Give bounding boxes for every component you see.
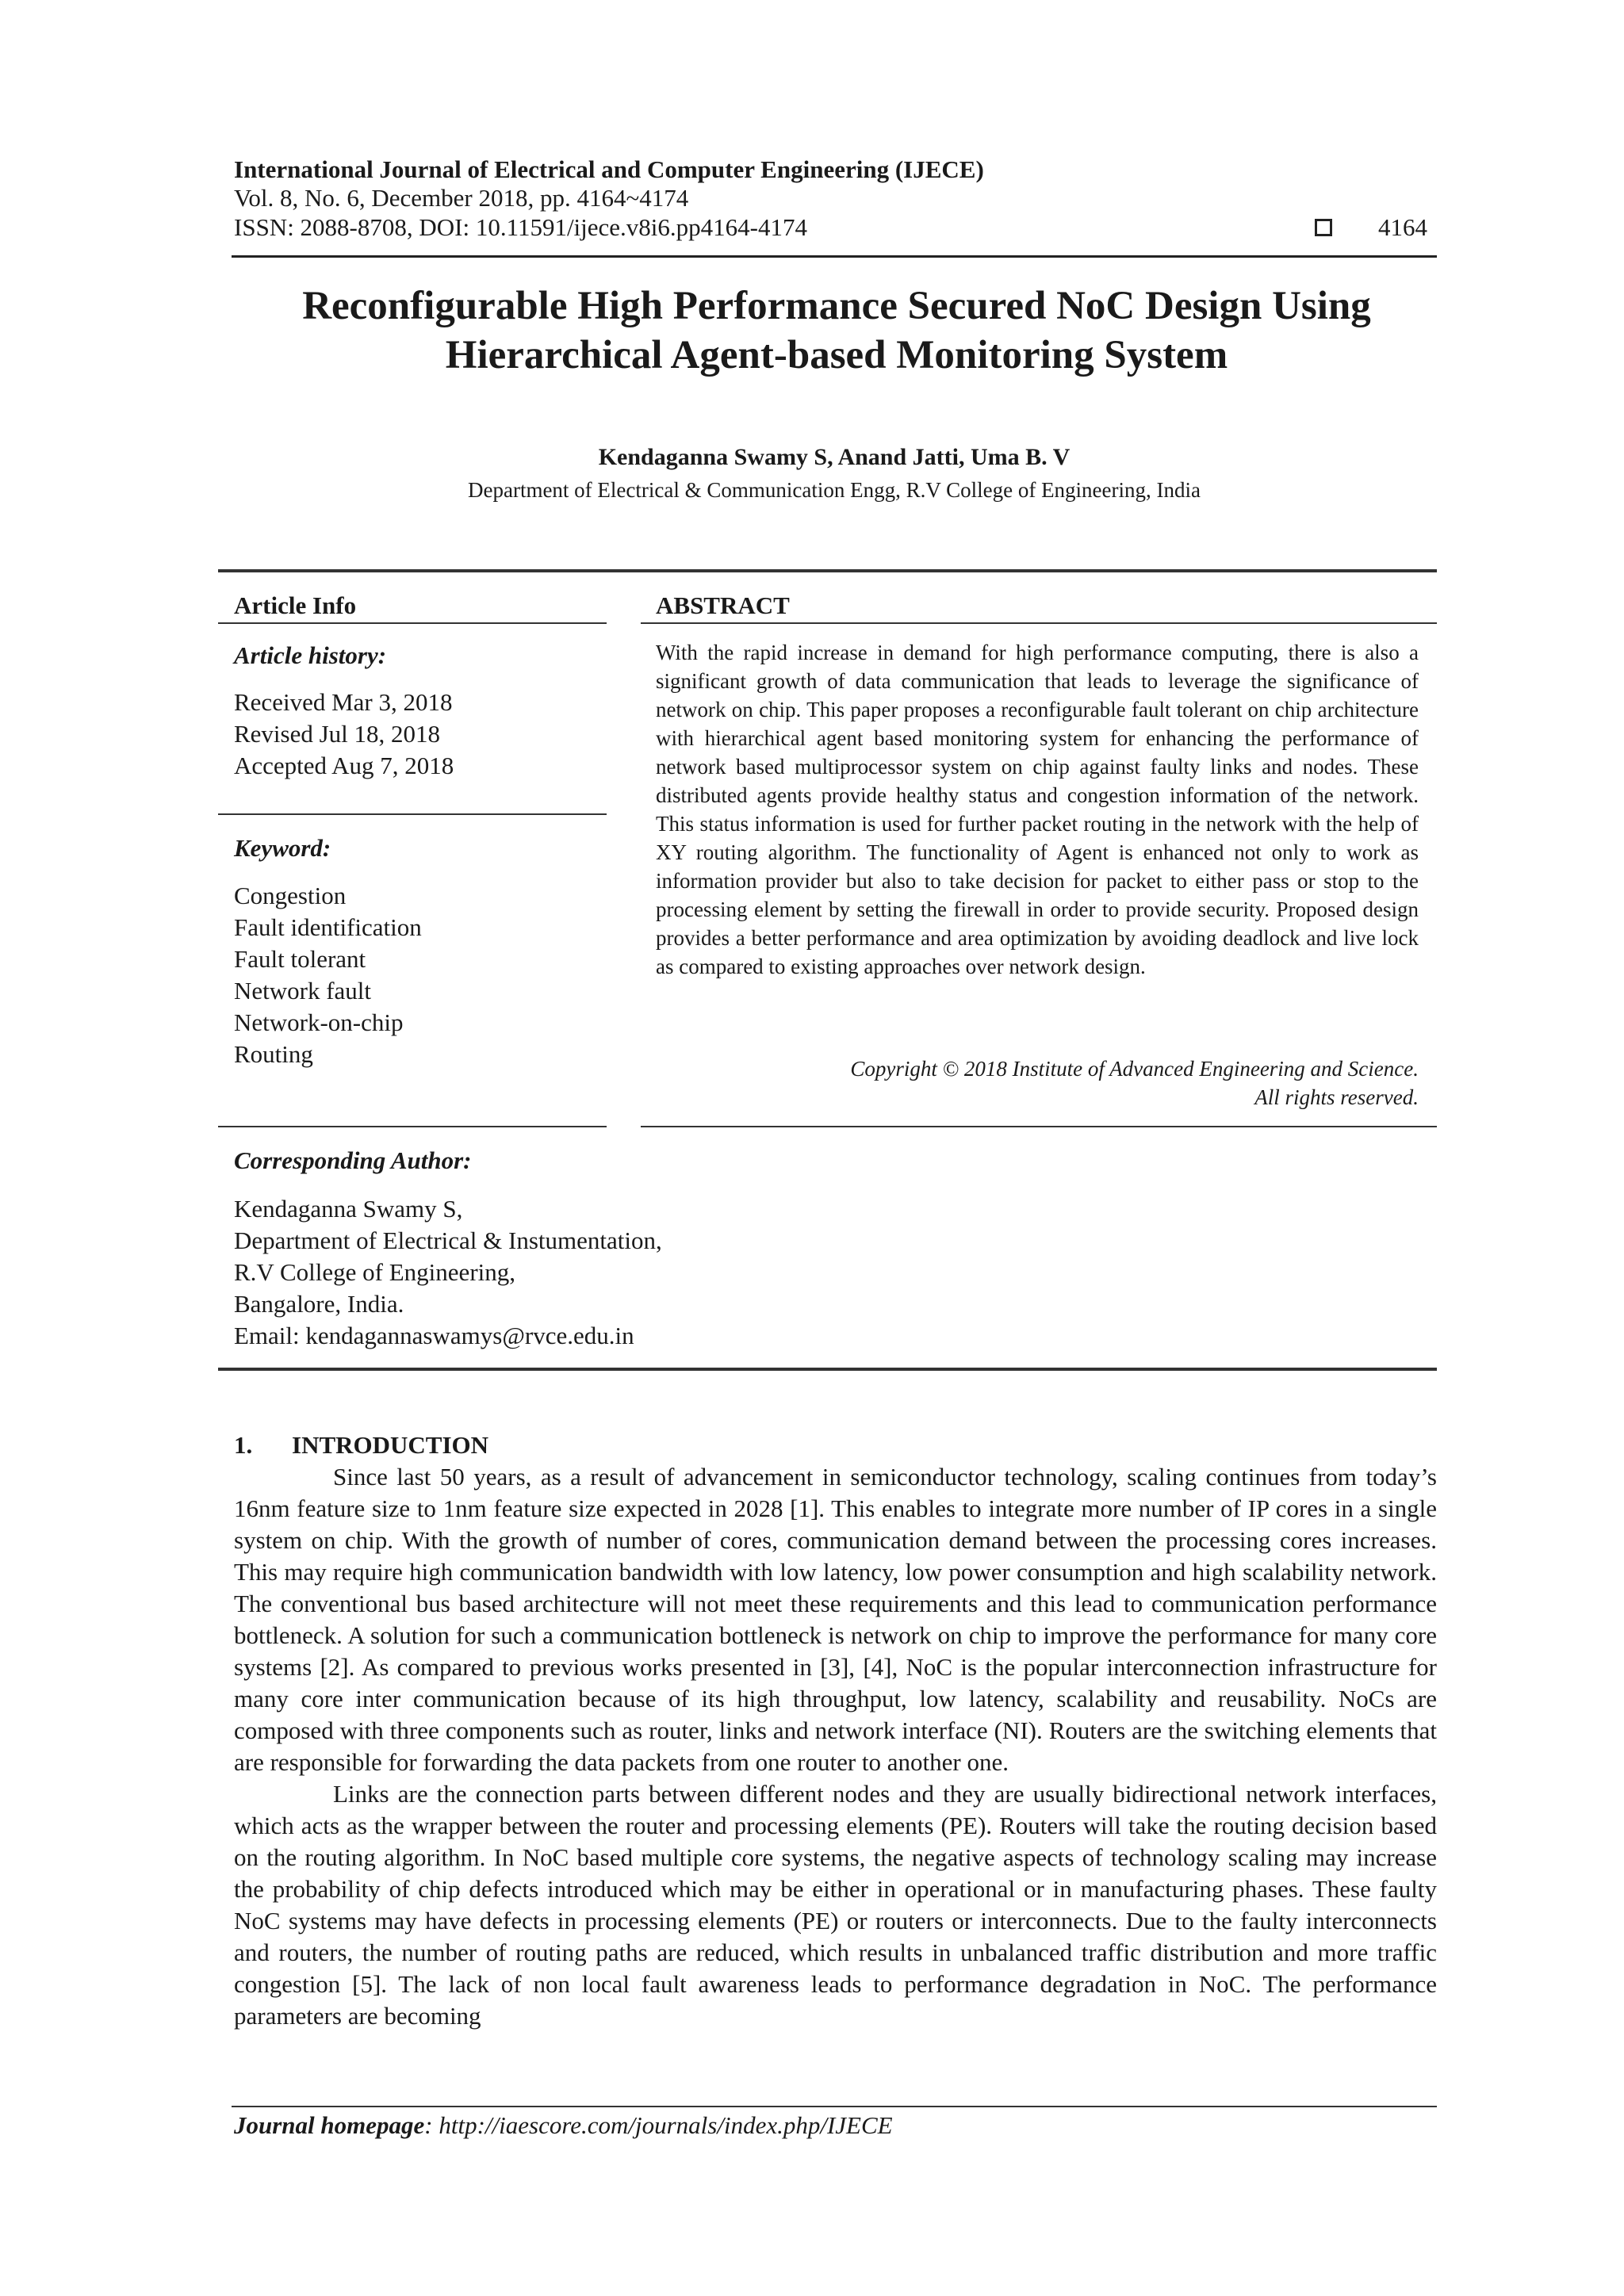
history-revised: Revised Jul 18, 2018 (234, 720, 441, 748)
issn-doi: ISSN: 2088-8708, DOI: 10.11591/ijece.v8i6.pp4164-4174 (234, 213, 807, 241)
page-number: 4164 (1378, 213, 1427, 241)
history-heading: Article history: (234, 641, 387, 669)
keyword-list (234, 880, 422, 1070)
corresponding-dept: Department of Electrical & Instumentation, (234, 1226, 662, 1254)
corresponding-heading: Corresponding Author: (234, 1146, 472, 1174)
abstract-text: With the rapid increase in demand for high performance computing, there is also a significant growth of data communication that leads to leverage the significance of network on chip. This paper proposes a reconfigurable fault tolerant on chip architecture with hierarchical agent based monitoring system for enhancing the performance of network based multiprocessor system on chip against faulty links and nodes. These distributed agents provide healthy status and congestion information of the network. This status information is used for further packet routing in the network with the help of XY routing algorithm. The functionality of Agent is enhanced not only to work as information provider but also to take decision for packet to either pass or stop to the processing element by setting the firewall in order to provide security. Proposed design provides a better performance and area optimization by avoiding deadlock and live lock as compared to existing approaches over network design. (656, 641, 1419, 978)
title-line-1: Reconfigurable High Performance Secured NoC Design Using (302, 284, 1371, 328)
article-history (234, 687, 454, 782)
journal-name: International Journal of Electrical and Computer Engineering (IJECE) (234, 155, 984, 183)
keyword-item: Congestion (234, 882, 347, 909)
keyword-item: Network-on-chip (234, 1008, 404, 1036)
homepage-url[interactable]: : http://iaescore.com/journals/index.php/IJECE (424, 2111, 893, 2139)
homepage-label: Journal homepage (234, 2111, 425, 2139)
journal-homepage (234, 2111, 893, 2140)
authors: Kendaganna Swamy S, Anand Jatti, Uma B. V (598, 444, 1071, 470)
keyword-item: Routing (234, 1040, 313, 1068)
corresponding-email: Email: kendagannaswamys@rvce.edu.in (234, 1322, 634, 1349)
info-box-bottom-rule (218, 1368, 1437, 1371)
header-rule (232, 255, 1437, 258)
section-title: INTRODUCTION (292, 1431, 489, 1459)
keyword-item: Network fault (234, 977, 372, 1004)
intro-paragraph-2: Links are the connection parts between different nodes and they are usually bidirectional network interfaces, which acts as the wrapper between the router and processing elements (PE). Routers will take the routing decision based on the routing algorithm. In NoC based multiple core systems, the negative aspects of technology scaling may increase the probability of chip defects introduced which may be either in operational or in manufacturing phases. These faulty NoC systems may have defects in processing elements (PE) or routers or interconnects. Due to the faulty interconnects and routers, the number of routing paths are reduced, which results in unbalanced traffic distribution and more traffic congestion [5]. The lack of non local fault awareness leads to performance degradation in NoC. The performance parameters are becoming (234, 1780, 1437, 2030)
abstract-bottom-rule (641, 1126, 1437, 1127)
introduction-body (234, 1461, 1437, 2032)
volume-info: Vol. 8, No. 6, December 2018, pp. 4164~4174 (234, 184, 689, 212)
article-info-heading: Article Info (234, 591, 357, 619)
section-number: 1. (234, 1431, 253, 1459)
abstract-rule (641, 622, 1437, 624)
corresponding-city: Bangalore, India. (234, 1290, 404, 1318)
corresponding-college: R.V College of Engineering, (234, 1258, 516, 1286)
intro-paragraph-1: Since last 50 years, as a result of advancement in semiconductor technology, scaling continues from today’s 16nm feature size to 1nm feature size expected in 2028 [1]. This enables to integrate more number of IP cores in a single system on chip. With the growth of number of cores, communication demand between the processing cores increases. This may require high communication bandwidth with low latency, low power consumption and high scalability network. The conventional bus based architecture will not meet these requirements and this lead to communication performance bottleneck. A solution for such a communication bottleneck is network on chip to improve the performance for many core systems [2]. As compared to previous works presented in [3], [4], NoC is the popular interconnection infrastructure for many core inter communication because of its high throughput, low latency, scalability and reusability. NoCs are composed with three components such as router, links and network interface (NI). Routers are the switching elements that are responsible for forwarding the data packets from one router to another one. (234, 1463, 1437, 1776)
keyword-rule (218, 813, 607, 815)
article-info-rule (218, 622, 607, 624)
corresponding-rule (218, 1126, 607, 1127)
info-box-top-rule (218, 569, 1437, 572)
copyright-line-2: All rights reserved. (1254, 1085, 1419, 1109)
section-heading-introduction (234, 1431, 488, 1460)
history-accepted: Accepted Aug 7, 2018 (234, 752, 454, 779)
copyright (656, 1054, 1419, 1112)
footer-rule (232, 2106, 1437, 2107)
history-received: Received Mar 3, 2018 (234, 688, 453, 716)
copyright-line-1: Copyright © 2018 Institute of Advanced Engineering and Science. (850, 1057, 1419, 1081)
abstract-heading: ABSTRACT (656, 591, 790, 619)
keyword-item: Fault identification (234, 913, 422, 941)
affiliation: Department of Electrical & Communication Engg, R.V College of Engineering, India (467, 478, 1201, 502)
title-line-2: Hierarchical Agent-based Monitoring System (445, 333, 1228, 377)
paper-title (159, 281, 1515, 380)
corresponding-details (234, 1193, 662, 1352)
keyword-heading: Keyword: (234, 834, 331, 862)
keyword-item: Fault tolerant (234, 945, 366, 973)
checkbox-square-icon (1315, 219, 1332, 236)
corresponding-name: Kendaganna Swamy S, (234, 1195, 463, 1223)
